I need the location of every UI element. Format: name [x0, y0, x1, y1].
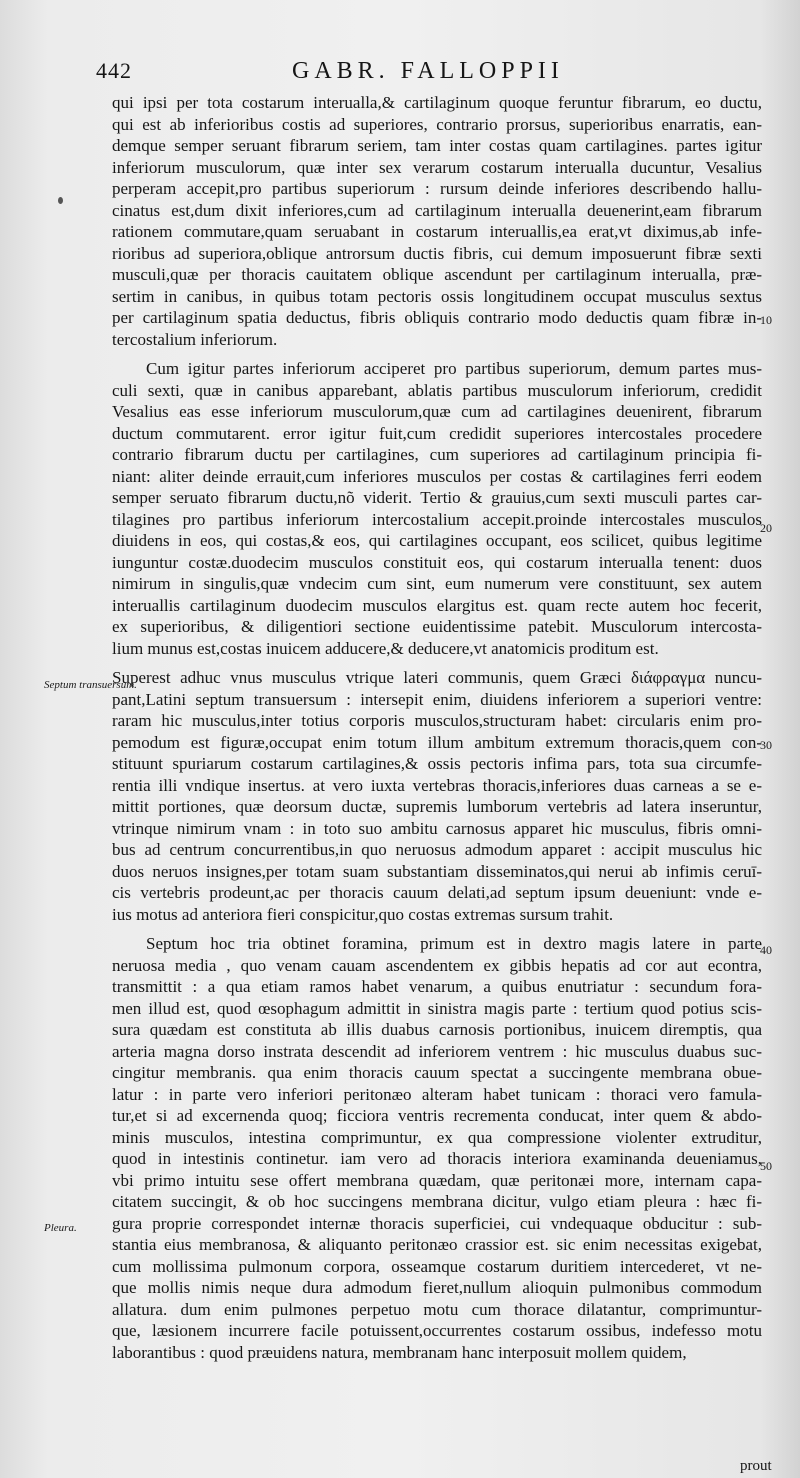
text-line: cinatus est,dum dixit inferiores,cum ad cartilaginum interualla deuenerint,eam fibrarum [112, 200, 762, 220]
text-line: cingitur membranis. qua enim thoracis cauum spectat a succingente membrana obue- [112, 1063, 762, 1082]
catchword: prout [740, 1458, 772, 1474]
paragraph-3 [112, 667, 762, 925]
text-line: pant,Latini septum transuersum : intersepit enim, diuidens inferiorem a superiori ventre: [112, 689, 762, 709]
text-line: ex superioribus, & diligentiori sectione euidentissime patebit. Musculorum intercosta- [112, 617, 762, 636]
text-line: que mollis nimis neque dura admodum fieret,nullum alioquin pulmonibus commodum [112, 1278, 762, 1297]
text-line: vtrinque nimirum vnam : in toto suo ambitu carnosus apparet hic musculus, fibris omni- [112, 818, 762, 838]
page-header [96, 58, 776, 88]
text-line: interuallis cartilaginum duodecim musculos elargitus est. quam recte autem hoc fecerit, [112, 595, 762, 615]
text-line: Vesalius eas esse inferiorum musculorum,quæ cum ad cartilagines deuenirent, fibrarum [112, 402, 762, 421]
text-line: diuidens in eos, qui costas,& eos, qui cartilagines occupant, eos scilicet, quibus legitime [112, 531, 762, 550]
text-line: neruosa media , quo venam cauam ascendentem ex gibbis hepatis ad cor aut econtra, [112, 955, 762, 975]
text-line: inferiorum musculorum, quæ inter sex verarum costarum interualla ducuntur, Vesalius [112, 157, 762, 177]
text-line: latur : in parte vero inferiori peritonæo alteram habet tunicam : thoraci vero famula- [112, 1084, 762, 1104]
text-line: ius motus ad anteriora fieri conspicitur,quo costas extremas sursum trahit. [112, 904, 614, 924]
paragraph-1 [112, 92, 762, 350]
text-line: contrario fibrarum ductu per cartilagines, cum superiores ad cartilaginum principia fi- [112, 445, 762, 464]
text-line: mittit portiones, quæ deorsum ductæ, supremis lumborum vertebris ad latera inseruntur, [112, 797, 762, 816]
text-line: arteria magna dorso instrata descendit ad inferiorem ventrem : hic musculus duabus suc- [112, 1041, 762, 1061]
text-line: laborantibus : quod præuidens natura, membranam hanc interposuit mollem quidem, [112, 1342, 687, 1362]
paragraph-4 [112, 933, 762, 1363]
text-line: culi sexti, quæ in canibus apparebant, ablatis partibus musculorum inferiorum, credidit [112, 380, 762, 400]
paragraph-gap [112, 350, 762, 358]
line-number: 10 [760, 313, 772, 327]
text-line: allatura. dum enim pulmones perpetuo motu cum thorace dilatantur, comprimuntur- [112, 1299, 762, 1319]
text-line: bus ad centrum concurrentibus,in quo neruosus admodum apparet : accipit musculus hic [112, 840, 762, 859]
text-line: vbi primo intuitu sese offert membrana quædam, quæ peritonæi more, internam capa- [112, 1170, 762, 1190]
line-number: 20 [760, 521, 772, 535]
text-line: gura proprie correspondet internæ thoracis superficiei, cui vndequaque obducitur : sub- [112, 1213, 762, 1233]
text-line: Cum igitur partes inferiorum acciperet pro partibus superiorum, demum partes mus- [146, 359, 762, 378]
text-line: sertim in canibus, in quibus totam pectoris ossis longitudinem occupat musculus sextus [112, 286, 762, 306]
text-line: demque semper seruant fibrarum seriem, tam inter costas quam cartilagines. partes igitur [112, 136, 762, 155]
text-line: qui ipsi per tota costarum interualla,& cartilaginum quoque feruntur fibrarum, eo ductu, [112, 93, 762, 112]
text-line: raram hic musculus,inter totius corporis musculos,structuram habet: circularis enim pro- [112, 711, 762, 730]
text-line: minis musculos, intestina comprimuntur, ex qua compressione violenter extruditur, [112, 1127, 762, 1147]
text-line: citatem succingit, & ob hoc succingens membrana dicitur, vulgo etiam pleura : hæc fi- [112, 1192, 762, 1211]
text-line: sura quædam est constituta ab illis duabus carnosis portionibus, inuicem diremptis, qua [112, 1020, 762, 1039]
text-line: semper seruato fibrarum ductu,nõ viderit. Tertio & grauius,cum sexti musculi partes car- [112, 488, 762, 507]
text-line: Septum hoc tria obtinet foramina, primum est in dextro magis latere in parte [146, 934, 762, 953]
text-line: nimirum in singulis,quæ vndecim cum sint, eum numerum vere constituunt, sex autem [112, 574, 762, 593]
text-line: niant: aliter deinde errauit,cum inferiores musculos per costas & cartilagines ferri eodem [112, 466, 762, 486]
text-line: per cartilaginum spatia deductus, fibris obliquis contrario modo deductis quam fibræ in- [112, 308, 762, 327]
text-line: musculi,quæ per thoracis cauitatem oblique ascendunt per cartilaginum interualla, præ- [112, 265, 762, 284]
text-line: men illud est, quod œsophagum admittit in sinistra magis parte : tertium quod potius scis- [112, 998, 762, 1018]
line-number: 40 [760, 943, 772, 957]
margin-note-septum: Septum transuersum. [44, 679, 137, 691]
text-line: quod in intestinis continetur. iam vero ad thoracis interiora examinanda deueniamus, [112, 1149, 762, 1168]
text-line: duos neruos insignes,per totam suam substantiam disseminatos,qui nerui ab infimis ceruī- [112, 861, 762, 881]
paragraph-2 [112, 358, 762, 659]
text-line: rationem commutare,quam seruabant in costarum interuallis,ea erat,vt diximus,ab infe- [112, 222, 762, 241]
text-line: qui est ab inferioribus costis ad superiores, contrario prorsus, superioribus enarratis, ean- [112, 114, 762, 134]
text-line: lium munus est,costas inuicem adducere,& deducere,vt anatomicis proditum est. [112, 638, 659, 658]
running-head: GABR. FALLOPPII [292, 58, 564, 84]
text-line: rioribus ad superiora,oblique antrorsum ductis fibris, cui demum imposuerunt fibræ sexti [112, 243, 762, 263]
text-line: cis vertebris prodeunt,ac per thoracis cauum delati,ad septum ipsum deueniunt: vnde e- [112, 883, 762, 902]
text-line: ductum commutarent. error igitur fuit,cum credidit superiores intercostales procedere [112, 423, 762, 443]
ink-speck [58, 197, 63, 204]
margin-note-pleura: Pleura. [44, 1222, 77, 1234]
text-line: transmittit : a qua etiam ramos habet venarum, a quibus enutriatur : secundum fora- [112, 977, 762, 996]
paragraph-gap [112, 659, 762, 667]
line-number: 30 [760, 738, 772, 752]
text-line: Superest adhuc vnus musculus vtrique lateri communis, quem Græci διάφραγμα nuncu- [112, 668, 762, 687]
text-line: stantia eius membranosa, & aliquanto peritonæo crassior est. sic enim necessitas exigebat, [112, 1235, 762, 1254]
page-number: 442 [96, 58, 132, 83]
text-line: tur,et si ad excernenda quoq; ficciora ventris recrementa conducat, inter quem & abdo- [112, 1106, 762, 1125]
text-line: rentia illi vndique insertus. at vero iuxta vertebras thoracis,inferiores duas carneas a se e- [112, 775, 762, 795]
text-line: stituunt spuriarum costarum cartilagines,& ossis pectoris infima pars, tota sua circumfe- [112, 754, 762, 773]
text-line: tilagines pro partibus inferiorum intercostalium accepit.proinde intercostales musculos [112, 509, 762, 529]
body-text [112, 92, 762, 1363]
line-number: 50 [760, 1159, 772, 1173]
text-line: perperam accepit,pro partibus superiorum : rursum deinde inferiores describendo hallu- [112, 179, 762, 198]
text-line: que, læsionem incurrere facile potuissent,occurrentes costarum ossibus, indefesso motu [112, 1321, 762, 1340]
text-line: pemodum est figuræ,occupat enim totum illum ambitum extremum thoracis,quem con- [112, 732, 762, 752]
paragraph-gap [112, 925, 762, 933]
text-line: tercostalium inferiorum. [112, 329, 278, 349]
text-line: cum mollissima pulmonum corpora, osseamque costarum duritiem intercederet, vt ne- [112, 1256, 762, 1276]
text-line: iunguntur costæ.duodecim musculos constituit eos, qui costarum interualla tenent: duos [112, 552, 762, 572]
